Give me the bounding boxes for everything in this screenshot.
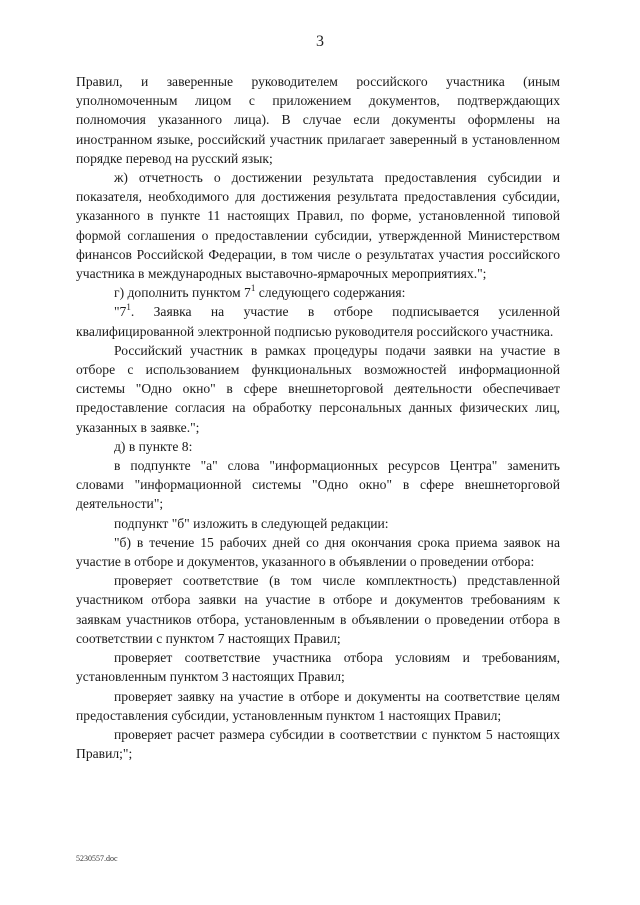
paragraph-item-g (76, 283, 560, 302)
paragraph: Российский участник в рамках процедуры подачи заявки на участие в отборе с использованием функциональных возможностей информационной системы "Одно окно" в сфере внешнеторговой деятельности обеспечивает предоставление согласия на обработку персональных данных физических лиц, указанных в заявке."; (76, 342, 560, 435)
paragraph: проверяет соответствие (в том числе комплектность) представленной участником отбора заявки на участие в отборе и документов требованиям к заявкам участников отбора, установленным в объявлении о проведении отбора в соответствии с пунктом 7 настоящих Правил; (76, 573, 560, 646)
item-g-suffix: следующего содержания: (255, 285, 406, 301)
footer-filename: 5230557.doc (76, 854, 118, 863)
paragraph: в подпункте "а" слова "информационных ресурсов Центра" заменить словами "информационной системы "Одно окно" в сфере внешнеторговой деятельности"; (76, 458, 560, 512)
paragraph: Правил, и заверенные руководителем российского участника (иным уполномоченным лицом с приложением документов, подтверждающих полномочия указанного лица). В случае если документы оформлены на иностранном языке, российский участник прилагает заверенный в установленном порядке перевод на русский язык; (76, 74, 560, 166)
item-g-prefix: г) дополнить пунктом 7 (114, 285, 251, 301)
paragraph: проверяет расчет размера субсидии в соответствии с пунктом 5 настоящих Правил;"; (76, 726, 560, 762)
document-body (76, 72, 560, 763)
item-7-1-superscript: 1 (126, 301, 131, 312)
page-number: 3 (316, 33, 324, 50)
paragraph: д) в пункте 8: (114, 438, 193, 454)
item-g-superscript: 1 (250, 282, 256, 293)
paragraph: "б) в течение 15 рабочих дней со дня окончания срока приема заявок на участие в отборе и документов, указанного в объявлении о проведении отбора: (76, 534, 560, 570)
paragraph: проверяет соответствие участника отбора условиям и требованиям, установленным пунктом 3 настоящих Правил; (76, 650, 560, 685)
paragraph: подпункт "б" изложить в следующей редакции: (114, 515, 389, 531)
paragraph: проверяет заявку на участие в отборе и документы на соответствие целям предоставления субсидии, установленным пунктом 1 настоящих Правил; (76, 688, 560, 723)
paragraph-item-7-1 (76, 302, 560, 340)
item-7-1-suffix: . Заявка на участие в отборе подписывается усиленной квалифицированной электронной подписью руководителя российского участника. (76, 304, 560, 339)
item-7-1-prefix: "7 (114, 304, 127, 320)
paragraph: ж) отчетность о достижении результата предоставления субсидии и показателя, необходимого для достижения результата предоставления субсидии, указанного в пункте 11 настоящих Правил, по форме, установленной типовой формой соглашения о предоставлении субсидии, утвержденной Министерством финансов Российской Федерации, в том числе о результатах участия российского участника в международных выставочно-ярмарочных мероприятиях."; (76, 170, 560, 282)
